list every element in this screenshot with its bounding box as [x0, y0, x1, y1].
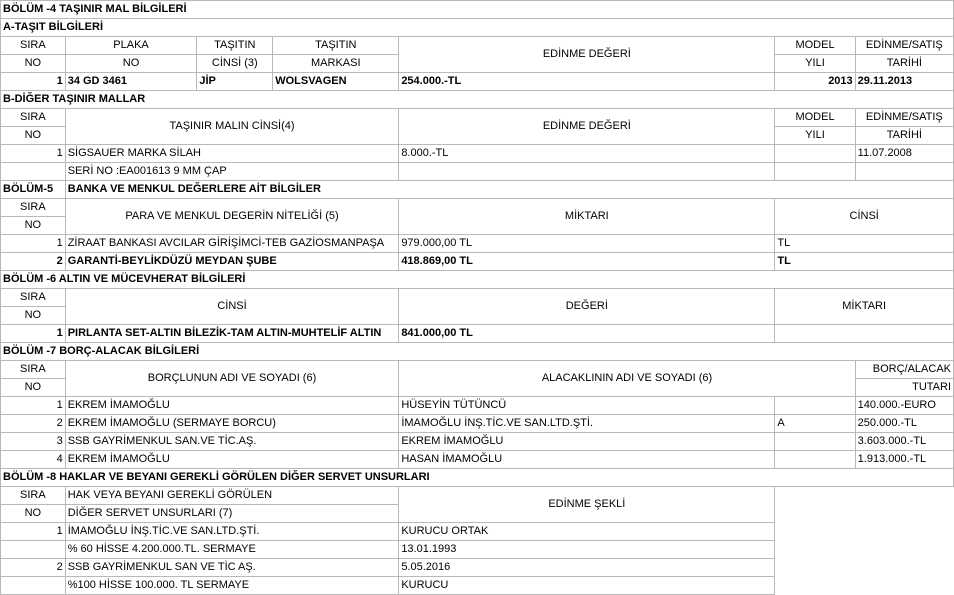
section6-header-row-1: [1, 289, 954, 307]
cell-sira: 1: [1, 523, 66, 541]
cell-alacakli: HASAN İMAMOĞLU: [399, 451, 775, 469]
table-row: [1, 523, 954, 541]
cell-edinme-degeri: [399, 163, 775, 181]
table-row: [1, 559, 954, 577]
section4a-header-row-1: [1, 37, 954, 55]
cell-miktar: 979.000,00 TL: [399, 235, 775, 253]
col-sira-header-2: NO: [1, 379, 66, 397]
cell-edinme-tarihi: 11.07.2008: [855, 145, 953, 163]
section7-header-row-1: [1, 361, 954, 379]
cell-cins: TL: [775, 235, 954, 253]
col-sira-header-1: SIRA: [1, 361, 66, 379]
cell-tasit-marka: WOLSVAGEN: [273, 73, 399, 91]
cell-servet-unsuru: %100 HİSSE 100.000. TL SERMAYE: [65, 577, 399, 595]
spacer-cell: [775, 559, 954, 577]
cell-edinme-sekli: KURUCU: [399, 577, 775, 595]
cell-tasinir-mal-cinsi: SİGSAUER MARKA SİLAH: [65, 145, 399, 163]
col-edinme-tarih-header-1: EDİNME/SATIŞ: [855, 109, 953, 127]
section4a-title-row: [1, 19, 954, 37]
col-edinme-tarih-header-1: EDİNME/SATIŞ: [855, 37, 953, 55]
cell-miktar: [775, 325, 954, 343]
cell-borclu: SSB GAYRİMENKUL SAN.VE TİC.AŞ.: [65, 433, 399, 451]
cell-sira: 3: [1, 433, 66, 451]
col-plaka-header-2: NO: [65, 55, 197, 73]
cell-edinme-degeri: 254.000.-TL: [399, 73, 775, 91]
cell-edinme-sekli: 13.01.1993: [399, 541, 775, 559]
cell-deger: 841.000,00 TL: [399, 325, 775, 343]
col-sira-header-1: SIRA: [1, 109, 66, 127]
col-sira-header-1: SIRA: [1, 487, 66, 505]
section7-title-row: [1, 343, 954, 361]
col-deger-header: DEĞERİ: [399, 289, 775, 325]
cell-edinme-tarihi: 29.11.2013: [855, 73, 953, 91]
col-sira-header-1: SIRA: [1, 289, 66, 307]
cell-sira: [1, 541, 66, 559]
cell-sira: 2: [1, 253, 66, 271]
col-miktar-header: MİKTARI: [399, 199, 775, 235]
col-tasit-marka-header-2: MARKASI: [273, 55, 399, 73]
cell-alacakli: HÜSEYİN TÜTÜNCÜ: [399, 397, 775, 415]
cell-tutar: 250.000.-TL: [855, 415, 953, 433]
section8-title-row: [1, 469, 954, 487]
cell-cins: TL: [775, 253, 954, 271]
section4a-title: A-TAŞIT BİLGİLERİ: [1, 19, 954, 37]
section4b-title-row: [1, 91, 954, 109]
cell-servet-unsuru: SSB GAYRİMENKUL SAN VE TİC AŞ.: [65, 559, 399, 577]
col-sira-header-2: NO: [1, 55, 66, 73]
cell-cins: PIRLANTA SET-ALTIN BİLEZİK-TAM ALTIN-MUHTELİF ALTIN: [65, 325, 399, 343]
spacer-cell: [775, 487, 954, 505]
col-edinme-sekli-header: EDİNME ŞEKLİ: [399, 487, 775, 523]
cell-sira: 1: [1, 73, 66, 91]
section5-title-right: BANKA VE MENKUL DEĞERLERE AİT BİLGİLER: [65, 181, 953, 199]
table-row: [1, 163, 954, 181]
col-tasit-cinsi-header-1: TAŞITIN: [197, 37, 273, 55]
spacer-cell: [775, 577, 954, 595]
cell-borclu: EKREM İMAMOĞLU (SERMAYE BORCU): [65, 415, 399, 433]
section4b-title: B-DİĞER TAŞINIR MALLAR: [1, 91, 954, 109]
cell-nitelik: ZİRAAT BANKASI AVCILAR GİRİŞİMCİ-TEB GAZİOSMANPAŞA: [65, 235, 399, 253]
section4-title-row: [1, 1, 954, 19]
cell-tasinir-mal-cinsi: SERİ NO :EA001613 9 MM ÇAP: [65, 163, 399, 181]
cell-nitelik: GARANTİ-BEYLİKDÜZÜ MEYDAN ŞUBE: [65, 253, 399, 271]
cell-miktar: 418.869,00 TL: [399, 253, 775, 271]
col-tasit-marka-header-1: TAŞITIN: [273, 37, 399, 55]
col-sira-header-1: SIRA: [1, 37, 66, 55]
col-edinme-degeri-header: EDİNME DEĞERİ: [399, 109, 775, 145]
col-sira-header-2: NO: [1, 307, 66, 325]
cell-alacakli-ek: [775, 397, 855, 415]
col-edinme-tarih-header-2: TARİHİ: [855, 127, 953, 145]
col-model-header-1: MODEL: [775, 37, 855, 55]
table-row: [1, 433, 954, 451]
section5-header-row-1: [1, 199, 954, 217]
cell-model-yili: 2013: [775, 73, 855, 91]
section8-title: BÖLÜM -8 HAKLAR VE BEYANI GEREKLİ GÖRÜLEN DİĞER SERVET UNSURLARI: [1, 469, 954, 487]
col-plaka-header-1: PLAKA: [65, 37, 197, 55]
col-edinme-degeri-header: EDİNME DEĞERİ: [399, 37, 775, 73]
cell-sira: 1: [1, 325, 66, 343]
col-sira-header-1: SIRA: [1, 199, 66, 217]
table-row: [1, 577, 954, 595]
col-borclu-header: BORÇLUNUN ADI VE SOYADI (6): [65, 361, 399, 397]
section4b-header-row-1: [1, 109, 954, 127]
cell-alacakli-ek: A: [775, 415, 855, 433]
col-nitelik-header: PARA VE MENKUL DEGERİN NİTELİĞİ (5): [65, 199, 399, 235]
cell-alacakli: EKREM İMAMOĞLU: [399, 433, 775, 451]
col-tutar-header-2: TUTARI: [855, 379, 953, 397]
spacer-cell: [775, 523, 954, 541]
cell-model-yili: [775, 145, 855, 163]
section7-title: BÖLÜM -7 BORÇ-ALACAK BİLGİLERİ: [1, 343, 954, 361]
spacer-cell: [775, 541, 954, 559]
section6-title-row: [1, 271, 954, 289]
section5-title-row: [1, 181, 954, 199]
cell-edinme-sekli: 5.05.2016: [399, 559, 775, 577]
cell-sira: 4: [1, 451, 66, 469]
col-alacakli-header: ALACAKLININ ADI VE SOYADI (6): [399, 361, 855, 397]
table-row: [1, 253, 954, 271]
cell-plaka: 34 GD 3461: [65, 73, 197, 91]
section4-title: BÖLÜM -4 TAŞINIR MAL BİLGİLERİ: [1, 1, 954, 19]
cell-tutar: 1.913.000.-TL: [855, 451, 953, 469]
table-row: [1, 145, 954, 163]
col-cins-header: CİNSİ: [65, 289, 399, 325]
table-row: [1, 235, 954, 253]
col-sira-header-2: NO: [1, 505, 66, 523]
table-row: [1, 451, 954, 469]
cell-alacakli-ek: [775, 451, 855, 469]
col-model-header-2: YILI: [775, 127, 855, 145]
col-cins-header: CİNSİ: [775, 199, 954, 235]
cell-edinme-degeri: 8.000.-TL: [399, 145, 775, 163]
cell-servet-unsuru: İMAMOĞLU İNŞ.TİC.VE SAN.LTD.ŞTİ.: [65, 523, 399, 541]
table-row: [1, 415, 954, 433]
cell-edinme-sekli: KURUCU ORTAK: [399, 523, 775, 541]
cell-sira: 2: [1, 415, 66, 433]
section8-header-row-1: [1, 487, 954, 505]
cell-sira: [1, 163, 66, 181]
col-miktar-header: MİKTARI: [775, 289, 954, 325]
table-row: [1, 397, 954, 415]
col-tutar-header-1: BORÇ/ALACAK: [855, 361, 953, 379]
col-edinme-tarih-header-2: TARİHİ: [855, 55, 953, 73]
cell-sira: [1, 577, 66, 595]
col-model-header-1: MODEL: [775, 109, 855, 127]
cell-alacakli: İMAMOĞLU İNŞ.TİC.VE SAN.LTD.ŞTİ.: [399, 415, 775, 433]
cell-tutar: 3.603.000.-TL: [855, 433, 953, 451]
cell-alacakli-ek: [775, 433, 855, 451]
cell-edinme-tarihi: [855, 163, 953, 181]
cell-borclu: EKREM İMAMOĞLU: [65, 451, 399, 469]
col-tasinir-mal-cinsi-header: TAŞINIR MALIN CİNSİ(4): [65, 109, 399, 145]
cell-model-yili: [775, 163, 855, 181]
cell-sira: 2: [1, 559, 66, 577]
col-hak-header-2: DİĞER SERVET UNSURLARI (7): [65, 505, 399, 523]
section6-title: BÖLÜM -6 ALTIN VE MÜCEVHERAT BİLGİLERİ: [1, 271, 954, 289]
cell-sira: 1: [1, 397, 66, 415]
cell-tasit-cinsi: JİP: [197, 73, 273, 91]
cell-sira: 1: [1, 235, 66, 253]
table-row: [1, 541, 954, 559]
section5-title-left: BÖLÜM-5: [1, 181, 66, 199]
cell-borclu: EKREM İMAMOĞLU: [65, 397, 399, 415]
cell-servet-unsuru: % 60 HİSSE 4.200.000.TL. SERMAYE: [65, 541, 399, 559]
cell-sira: 1: [1, 145, 66, 163]
cell-tutar: 140.000.-EURO: [855, 397, 953, 415]
col-sira-header-2: NO: [1, 217, 66, 235]
table-row: [1, 73, 954, 91]
spacer-cell: [775, 505, 954, 523]
col-model-header-2: YILI: [775, 55, 855, 73]
table-row: [1, 325, 954, 343]
col-tasit-cinsi-header-2: CİNSİ (3): [197, 55, 273, 73]
col-hak-header-1: HAK VEYA BEYANI GEREKLİ GÖRÜLEN: [65, 487, 399, 505]
col-sira-header-2: NO: [1, 127, 66, 145]
